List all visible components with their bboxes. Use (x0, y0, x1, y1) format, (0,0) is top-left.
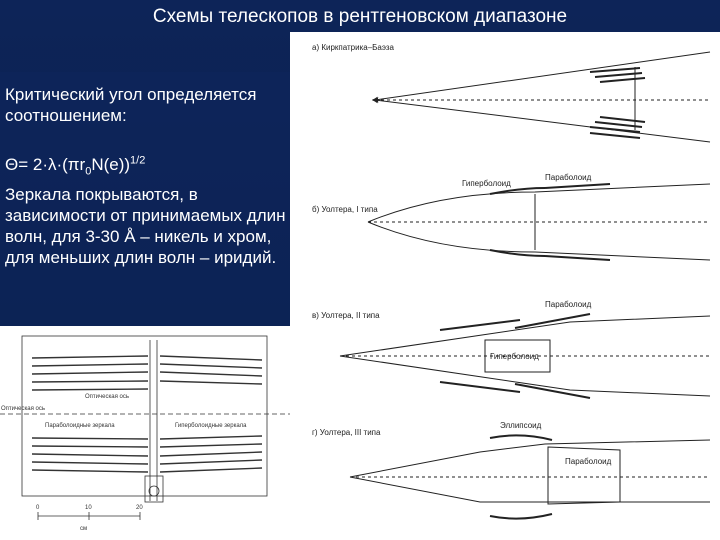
telescope-drawing-svg (0, 326, 290, 540)
scale-unit-label: см (80, 526, 88, 532)
mirror-coating-text: Зеркала покрываются, в зависимости от принимаемых длин волн, для 3-30 Å – никель и хром, для меньших длин волн – иридий. (5, 185, 286, 267)
slide-title: Схемы телескопов в рентгеновском диапазоне (152, 6, 568, 27)
formula-sub: 0 (85, 165, 92, 178)
panel-b-diagram (368, 184, 710, 260)
panel-d-paraboloid-label: Параболоид (565, 457, 612, 466)
panel-c-hyperboloid-label: Гиперболоид (490, 352, 539, 361)
formula-mid: N(e)) (91, 154, 131, 174)
panel-c-label: в) Уолтера, II типа (312, 311, 380, 320)
telescope-schemes-figure (290, 32, 720, 540)
panel-a-diagram (375, 52, 710, 142)
formula-lhs: Θ= 2·λ·(πr (5, 154, 86, 174)
panel-d-diagram (350, 435, 710, 518)
panel-a-label: а) Киркпатрика–Баэза (312, 43, 394, 52)
drawing-label-paraboloid: Параболоидные зеркала (45, 423, 115, 429)
telescope-drawing-figure (0, 326, 290, 540)
panel-d-label: г) Уолтера, III типа (312, 428, 381, 437)
panel-c-paraboloid-label: Параболоид (545, 300, 592, 309)
drawing-side-label: Оптическая ось (1, 406, 45, 412)
formula-exp: 1/2 (130, 154, 146, 166)
scale-label-0: 0 (36, 505, 40, 511)
critical-angle-text: Критический угол определяется соотношением: (5, 85, 257, 125)
panel-b-paraboloid-label: Параболоид (545, 173, 592, 182)
formula (5, 150, 145, 182)
scale-label-10: 10 (85, 505, 92, 511)
scale-label-20: 20 (136, 505, 143, 511)
mount-block (145, 476, 163, 502)
drawing-label-hyperboloid: Гиперболоидные зеркала (175, 423, 247, 429)
panel-b-hyperboloid-label: Гиперболоид (462, 179, 511, 188)
telescope-schemes-svg (290, 32, 720, 540)
drawing-label-focus: Оптическая ось (85, 394, 129, 400)
panel-b-label: б) Уолтера, I типа (312, 205, 378, 214)
panel-d-ellipsoid-label: Эллипсоид (500, 421, 542, 430)
